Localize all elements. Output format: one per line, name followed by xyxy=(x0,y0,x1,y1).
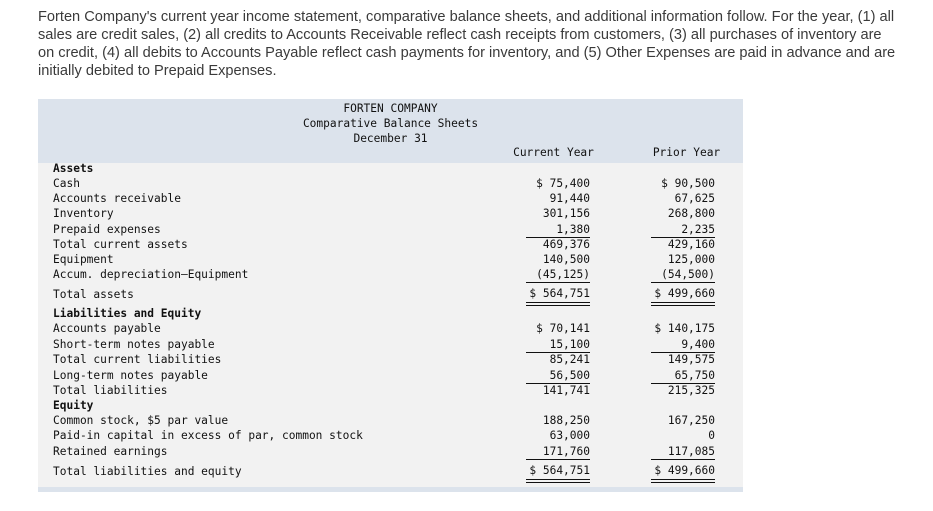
equipment-current: 140,500 xyxy=(542,253,590,266)
row-label-accounts-receivable: Accounts receivable xyxy=(53,192,181,205)
paid-in-capital-prior: 0 xyxy=(708,429,715,442)
short-term-notes-prior: 9,400 xyxy=(681,338,715,351)
row-label-total-assets: Total assets xyxy=(53,288,134,301)
row-label-retained-earnings: Retained earnings xyxy=(53,445,168,458)
assets-heading: Assets xyxy=(53,162,94,175)
row-label-inventory: Inventory xyxy=(53,207,114,220)
total-current-assets-prior: 429,160 xyxy=(667,238,715,251)
prepaid-expenses-current: 1,380 xyxy=(556,223,590,236)
row-label-total-current-liabilities: Total current liabilities xyxy=(53,353,222,366)
accounts-payable-prior: $ 140,175 xyxy=(654,322,715,335)
accum-depreciation-current: (45,125) xyxy=(536,268,590,281)
double-underline xyxy=(651,302,715,306)
cash-prior: $ 90,500 xyxy=(661,177,715,190)
statement-date: December 31 xyxy=(353,132,428,145)
prepaid-expenses-prior: 2,235 xyxy=(681,223,715,236)
table-footer-bar xyxy=(38,487,743,492)
retained-earnings-prior: 117,085 xyxy=(667,445,715,458)
double-underline xyxy=(526,479,590,483)
row-label-total-liabilities-equity: Total liabilities and equity xyxy=(53,465,242,478)
intro-paragraph: Forten Company's current year income statement, comparative balance sheets, and additional information follow. For the year, (1) all sales are credit sales, (2) all credits to Accounts Receivable reflect cash receipts from customers, (3) all purchases of inventory are on credit, (4) all debits to Accounts Payable reflect cash payments for inventory, and (5) Other Expenses are paid in advance and are initially debited to Prepaid Expenses. xyxy=(38,9,896,79)
common-stock-current: 188,250 xyxy=(542,414,590,427)
total-assets-current: $ 564,751 xyxy=(529,287,590,300)
balance-sheet-table xyxy=(38,99,743,492)
company-name: FORTEN COMPANY xyxy=(343,102,438,115)
row-label-short-term-notes: Short-term notes payable xyxy=(53,338,215,351)
accounts-payable-current: $ 70,141 xyxy=(536,322,590,335)
underline xyxy=(651,282,715,283)
column-header-prior-year: Prior Year xyxy=(652,146,721,159)
long-term-notes-current: 56,500 xyxy=(549,369,590,382)
row-label-common-stock: Common stock, $5 par value xyxy=(53,414,229,427)
underline xyxy=(526,282,590,283)
paid-in-capital-current: 63,000 xyxy=(549,429,590,442)
liabilities-equity-heading: Liabilities and Equity xyxy=(53,307,202,320)
underline xyxy=(526,459,590,460)
row-label-equipment: Equipment xyxy=(53,253,114,266)
equipment-prior: 125,000 xyxy=(667,253,715,266)
underline xyxy=(651,459,715,460)
row-label-prepaid-expenses: Prepaid expenses xyxy=(53,223,161,236)
column-header-current-year: Current Year xyxy=(513,146,594,159)
total-liabilities-equity-prior: $ 499,660 xyxy=(654,464,715,477)
total-current-liabilities-current: 85,241 xyxy=(549,353,590,366)
inventory-current: 301,156 xyxy=(542,207,590,220)
total-assets-prior: $ 499,660 xyxy=(654,287,715,300)
double-underline xyxy=(526,302,590,306)
statement-title: Comparative Balance Sheets xyxy=(302,117,479,130)
total-current-assets-current: 469,376 xyxy=(542,238,590,251)
double-underline xyxy=(651,479,715,483)
accounts-receivable-prior: 67,625 xyxy=(674,192,715,205)
total-current-liabilities-prior: 149,575 xyxy=(667,353,715,366)
short-term-notes-current: 15,100 xyxy=(549,338,590,351)
equity-heading: Equity xyxy=(53,399,94,412)
row-label-accounts-payable: Accounts payable xyxy=(53,322,161,335)
total-liabilities-current: 141,741 xyxy=(542,384,590,397)
total-liabilities-equity-current: $ 564,751 xyxy=(529,464,590,477)
row-label-paid-in-capital: Paid-in capital in excess of par, common stock xyxy=(53,429,363,442)
retained-earnings-current: 171,760 xyxy=(542,445,590,458)
total-liabilities-prior: 215,325 xyxy=(667,384,715,397)
inventory-prior: 268,800 xyxy=(667,207,715,220)
row-label-total-liabilities: Total liabilities xyxy=(53,384,168,397)
long-term-notes-prior: 65,750 xyxy=(674,369,715,382)
accum-depreciation-prior: (54,500) xyxy=(661,268,715,281)
row-label-long-term-notes: Long-term notes payable xyxy=(53,369,208,382)
row-label-total-current-assets: Total current assets xyxy=(53,238,188,251)
cash-current: $ 75,400 xyxy=(536,177,590,190)
row-label-accum-depreciation: Accum. depreciation—Equipment xyxy=(53,268,249,281)
accounts-receivable-current: 91,440 xyxy=(549,192,590,205)
row-label-cash: Cash xyxy=(53,177,80,190)
common-stock-prior: 167,250 xyxy=(667,414,715,427)
